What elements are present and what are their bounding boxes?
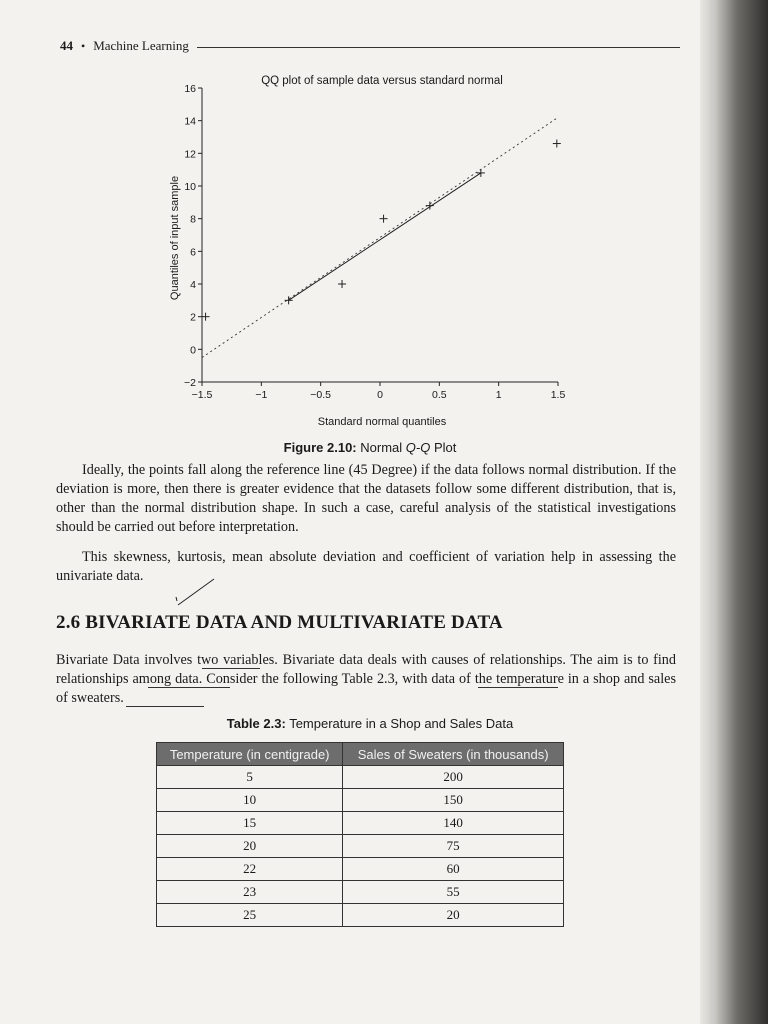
- figure-caption: [0, 440, 740, 455]
- paragraph-univariate-summary: This skewness, kurtosis, mean absolute deviation and coefficient of variation help in assessing the univariate data.: [56, 549, 676, 584]
- section-heading: 2.6 BIVARIATE DATA AND MULTIVARIATE DATA: [56, 612, 503, 633]
- table-cell-sales: 200: [343, 766, 564, 789]
- chart-y-axis-label: Quantiles of input sample: [169, 175, 181, 301]
- qq-plot-figure: [150, 68, 590, 438]
- pen-underline-mark: [478, 687, 558, 688]
- chart-axes: [202, 88, 558, 382]
- chart-x-tick-label: −1: [255, 389, 268, 401]
- figure-caption-prefix: Normal: [360, 440, 406, 455]
- table-cell-temperature: 10: [157, 789, 343, 812]
- page-number: 44: [60, 38, 73, 53]
- table-cell-sales: 55: [343, 881, 564, 904]
- figure-label: Figure 2.10:: [283, 440, 357, 455]
- pen-underline-mark: [148, 687, 230, 688]
- chart-point: [285, 296, 293, 304]
- chart-point: [477, 169, 485, 177]
- chart-reference-lines: [202, 117, 558, 357]
- chart-point: [380, 215, 388, 223]
- header-separator: •: [81, 38, 86, 53]
- chart-x-tick-label: 0.5: [432, 389, 447, 401]
- page-header: [60, 36, 680, 56]
- chart-x-axis-label: Standard normal quantiles: [317, 416, 447, 428]
- table-cell-temperature: 5: [157, 766, 343, 789]
- table-caption: [0, 716, 740, 731]
- paragraph-bivariate-intro: Bivariate Data involves two variables. Bivariate data deals with causes of relationships. The aim is to find relationships among data. Consider the following Table 2.3, with data of the temperature in a shop and sales of sweaters.: [56, 652, 676, 706]
- page-binding-edge: [700, 0, 768, 1024]
- table-cell-temperature: 20: [157, 835, 343, 858]
- qq-plot-chart: [150, 68, 590, 438]
- table-cell-sales: 140: [343, 812, 564, 835]
- table-cell-temperature: 15: [157, 812, 343, 835]
- table-caption-text: Temperature in a Shop and Sales Data: [289, 716, 514, 731]
- chart-point: [202, 313, 210, 321]
- chart-x-tick-label: 1.5: [550, 389, 566, 401]
- table-cell-temperature: 25: [157, 904, 343, 927]
- chart-y-tick-label: −2: [184, 377, 196, 389]
- chart-y-tick-label: 8: [190, 213, 196, 226]
- table-row: [157, 858, 564, 881]
- chart-reference-line-dashed: [202, 117, 558, 357]
- chart-point: [553, 140, 561, 148]
- figure-caption-italic: Q-Q: [405, 440, 431, 455]
- table-header-row: [157, 743, 564, 766]
- table-row: [157, 812, 564, 835]
- chart-y-tick-label: 6: [190, 246, 196, 259]
- chart-reference-line-solid: [289, 173, 481, 300]
- chart-y-tick-label: 2: [190, 311, 196, 324]
- chart-y-tick-label: 14: [184, 115, 196, 128]
- table-row: [157, 766, 564, 789]
- table-row: [157, 789, 564, 812]
- table-cell-temperature: 22: [157, 858, 343, 881]
- chart-points: [202, 140, 561, 321]
- table-cell-sales: 60: [343, 858, 564, 881]
- chart-y-tick-label: 4: [190, 279, 196, 291]
- pen-underline-mark: [202, 668, 260, 669]
- table-cell-temperature: 23: [157, 881, 343, 904]
- pen-annotation-mark: [170, 575, 220, 611]
- table-header-temperature: Temperature (in centigrade): [157, 743, 343, 766]
- chart-y-tick-label: 10: [184, 181, 196, 193]
- chart-x-tick-label: −0.5: [310, 389, 332, 401]
- table-label: Table 2.3:: [226, 716, 286, 731]
- pen-underline-mark: [126, 706, 204, 707]
- chart-x-tick-label: 0: [377, 389, 383, 401]
- chart-x-tick-label: 1: [495, 389, 502, 401]
- running-title: Machine Learning: [93, 38, 189, 53]
- chart-ticks: [184, 83, 565, 401]
- table-row: [157, 904, 564, 927]
- chart-y-tick-label: 16: [184, 83, 196, 95]
- paragraph-qq-explanation: Ideally, the points fall along the reference line (45 Degree) if the data follows normal distribution. If the deviation is more, then there is greater evidence that the datasets follow some different distribution, that is, other than the normal distribution shape. In such a case, careful analysis of the statistical investigations should be carried out before interpretation.: [56, 462, 676, 535]
- table-cell-sales: 150: [343, 789, 564, 812]
- chart-y-tick-label: 12: [184, 148, 196, 161]
- temperature-sales-table: [156, 742, 564, 927]
- table-cell-sales: 75: [343, 835, 564, 858]
- chart-y-tick-label: 0: [190, 344, 196, 357]
- chart-x-tick-label: −1.5: [191, 389, 213, 401]
- table-header-sales: Sales of Sweaters (in thousands): [343, 743, 564, 766]
- header-rule: [197, 47, 680, 48]
- table-cell-sales: 20: [343, 904, 564, 927]
- table-row: [157, 881, 564, 904]
- chart-point: [338, 280, 346, 288]
- figure-caption-suffix: Plot: [430, 440, 457, 455]
- table-row: [157, 835, 564, 858]
- chart-title: QQ plot of sample data versus standard normal: [261, 75, 503, 87]
